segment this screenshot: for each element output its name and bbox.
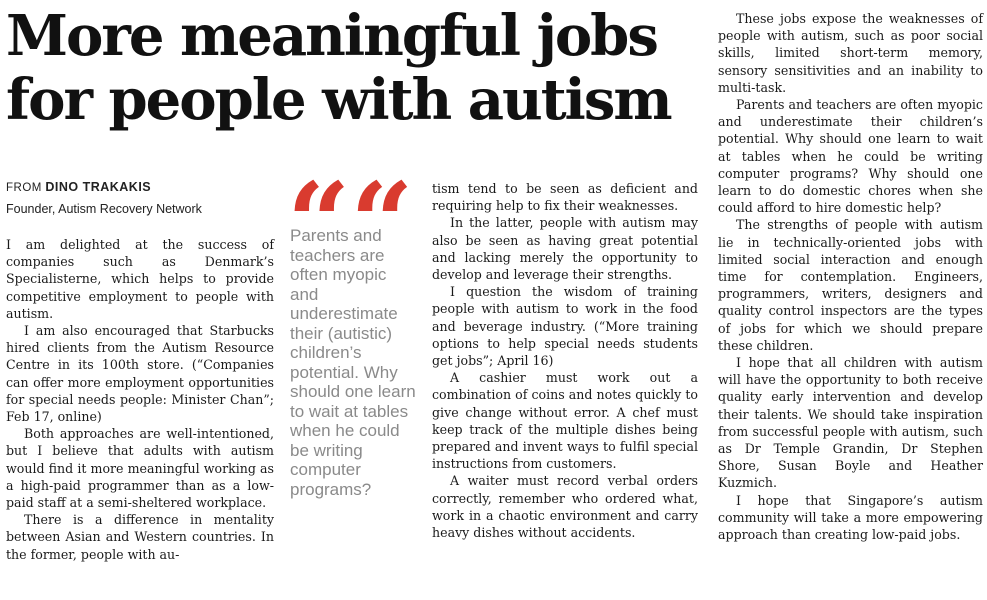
- paragraph: I hope that Singapore’s autism community will take a more empowering approach than creating low-paid jobs.: [718, 492, 983, 543]
- paragraph: I question the wisdom of training people with autism to work in the food and beverage industry. (“More training options to help special needs students get jobs”; April 16): [432, 284, 698, 369]
- paragraph: Both approaches are well-intentioned, but I believe that adults with autism would find it more meaningful working as a high-paid programmer than as a low-paid staff at a semi-sheltered workplace.: [6, 426, 274, 511]
- article-column-3: [718, 10, 983, 543]
- paragraph: The strengths of people with autism lie in technically-oriented jobs with limited social interaction and enough time for contemplation. Engineers, programmers, writers, designers and quality control inspectors are the types of jobs for which we should prepare these children.: [718, 217, 983, 353]
- quote-marks-icon: [287, 178, 414, 228]
- quote-glyph: [287, 178, 414, 228]
- article-column-1: [6, 236, 274, 563]
- byline-prefix: FROM: [6, 182, 42, 194]
- paragraph: I am also encouraged that Starbucks hired clients from the Autism Resource Centre in its 100th store. (“Companies can offer more employment opportunities for special needs people: Minister Chan”; Feb 17, online): [6, 323, 274, 425]
- paragraph: A cashier must work out a combination of coins and notes quickly to give change without error. A chef must keep track of the multiple dishes being prepared and invent ways to fulfil special instructions from customers.: [432, 370, 698, 472]
- author-name: DINO TRAKAKIS: [45, 180, 152, 194]
- paragraph: I hope that all children with autism will have the opportunity to both receive quality early intervention and develop their talents. We should take inspiration from successful people with autism, such as Dr Temple Grandin, Dr Stephen Shore, Susan Boyle and Heather Kuzmich.: [718, 355, 983, 491]
- paragraph: Parents and teachers are often myopic and underestimate their children’s potential. Why should one learn to wait at tables when he could be writing computer programs? Why should one learn to do domestic chores when she could afford to hire domestic help?: [718, 97, 983, 216]
- article-column-2: [432, 180, 698, 541]
- paragraph: These jobs expose the weaknesses of people with autism, such as poor social skills, limited short-term memory, sensory sensitivities and an inability to multi-task.: [718, 11, 983, 95]
- pull-quote: Parents and teachers are often myopic and underestimate their (autistic) children’s potential. Why should one learn to wait at tables when he could be writing computer programs?: [290, 226, 416, 499]
- paragraph: There is a difference in mentality between Asian and Western countries. In the former, people with au-: [6, 512, 274, 562]
- headline: More meaningful jobs for people with autism: [6, 3, 671, 133]
- paragraph: tism tend to be seen as deficient and requiring help to fix their weaknesses.: [432, 181, 698, 214]
- byline: [6, 180, 151, 194]
- author-role: Founder, Autism Recovery Network: [6, 202, 202, 216]
- paragraph: A waiter must record verbal orders correctly, remember who ordered what, work in a chaotic environment and carry heavy dishes without accidents.: [432, 473, 698, 541]
- paragraph: I am delighted at the success of companies such as Denmark’s Specialisterne, which helps to provide competitive employment to people with autism.: [6, 237, 274, 321]
- paragraph: In the latter, people with autism may also be seen as having great potential and lacking merely the opportunity to develop and leverage their strengths.: [432, 215, 698, 283]
